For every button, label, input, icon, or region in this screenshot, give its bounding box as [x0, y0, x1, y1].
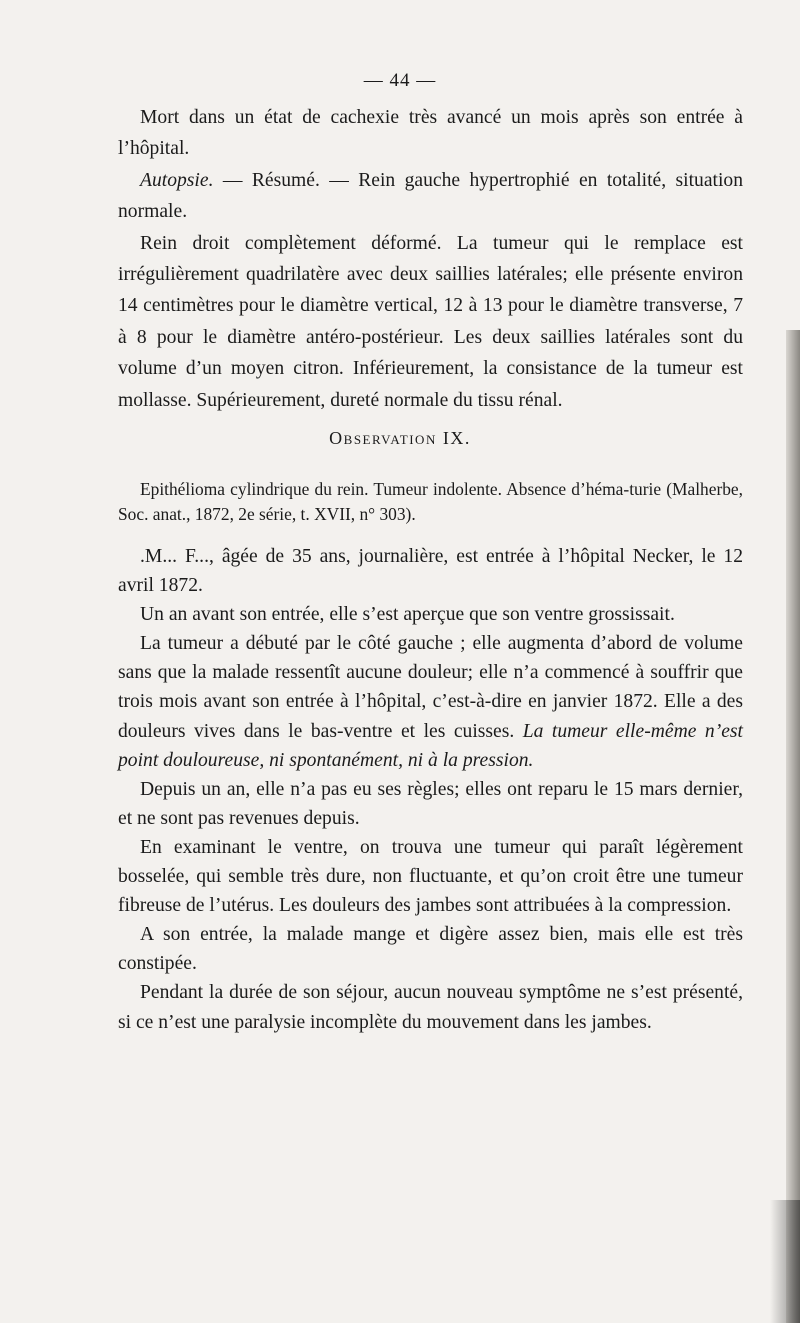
tumor-history-paragraph	[118, 629, 743, 774]
observation-body	[118, 542, 743, 1037]
page-number: — 44 —	[363, 70, 437, 91]
right-kidney-paragraph: Rein droit complètement déformé. La tumeur qui le remplace est irrégulièrement quadrilatère avec deux saillies latérales; elle présente environ 14 centimètres pour le diamètre vertical, 12 à 13 pour le diamètre transverse, 7 à 8 pour le diamètre antéro-postérieur. Les deux saillies latérales sont du volume d’un moyen citron. Inférieurement, la consistance de la tumeur est mollasse. Supérieurement, dureté normale du tissu rénal.	[118, 232, 743, 411]
patient-intro-paragraph: .M... F..., âgée de 35 ans, journalière, est entrée à l’hôpital Necker, le 12 avril 1872.	[118, 546, 743, 597]
stay-paragraph: Pendant la durée de son séjour, aucun nouveau symptôme ne s’est présenté, si ce n’est une paralysie incomplète du mouvement dans les jambes.	[118, 982, 743, 1033]
page-edge-shadow	[786, 330, 800, 1323]
summary-text: Epithélioma cylindrique du rein. Tumeur indolente. Absence d’héma-turie (Malherbe, Soc. anat., 1872, 2e série, t. XVII, n° 303).	[118, 479, 743, 524]
examination-paragraph: En examinant le ventre, on trouva une tumeur qui paraît légèrement bosselée, qui semble très dure, non fluctuante, et qu’on croit être une tumeur fibreuse de l’utérus. Les douleurs des jambes sont attribuées à la compression.	[118, 836, 743, 917]
autopsy-text: — Résumé. — Rein gauche hypertrophié en totalité, situation normale.	[118, 169, 743, 223]
admission-paragraph: A son entrée, la malade mange et digère assez bien, mais elle est très constipée.	[118, 924, 743, 975]
autopsy-label: Autopsie.	[140, 169, 214, 191]
scan-smudge	[770, 1200, 800, 1323]
tumor-history-italic: La tumeur elle-même n’est point douloureuse, ni spontanément, ni à la pression.	[118, 720, 743, 771]
autopsy-paragraph	[118, 165, 743, 228]
menses-paragraph: Depuis un an, elle n’a pas eu ses règles; elles ont reparu le 15 mars dernier, et ne sont pas revenues depuis.	[118, 778, 743, 829]
tumor-history-text: La tumeur a débuté par le côté gauche ; elle augmenta d’abord de volume sans que la malade ressentît aucune douleur; elle n’a commencé à souffrir que trois mois avant son entrée à l’hôpital, c’est-à-dire en janvier 1872. Elle a des douleurs vives dans le bas-ventre et les cuisses.	[118, 633, 743, 742]
observation-summary	[118, 477, 743, 527]
death-paragraph: Mort dans un état de cachexie très avancé un mois après son entrée à l’hôpital.	[118, 107, 743, 160]
case-conclusion	[118, 102, 743, 416]
onset-paragraph: Un an avant son entrée, elle s’est aperçue que son ventre grossissait.	[140, 604, 675, 626]
observation-title: Observation IX.	[329, 428, 471, 448]
